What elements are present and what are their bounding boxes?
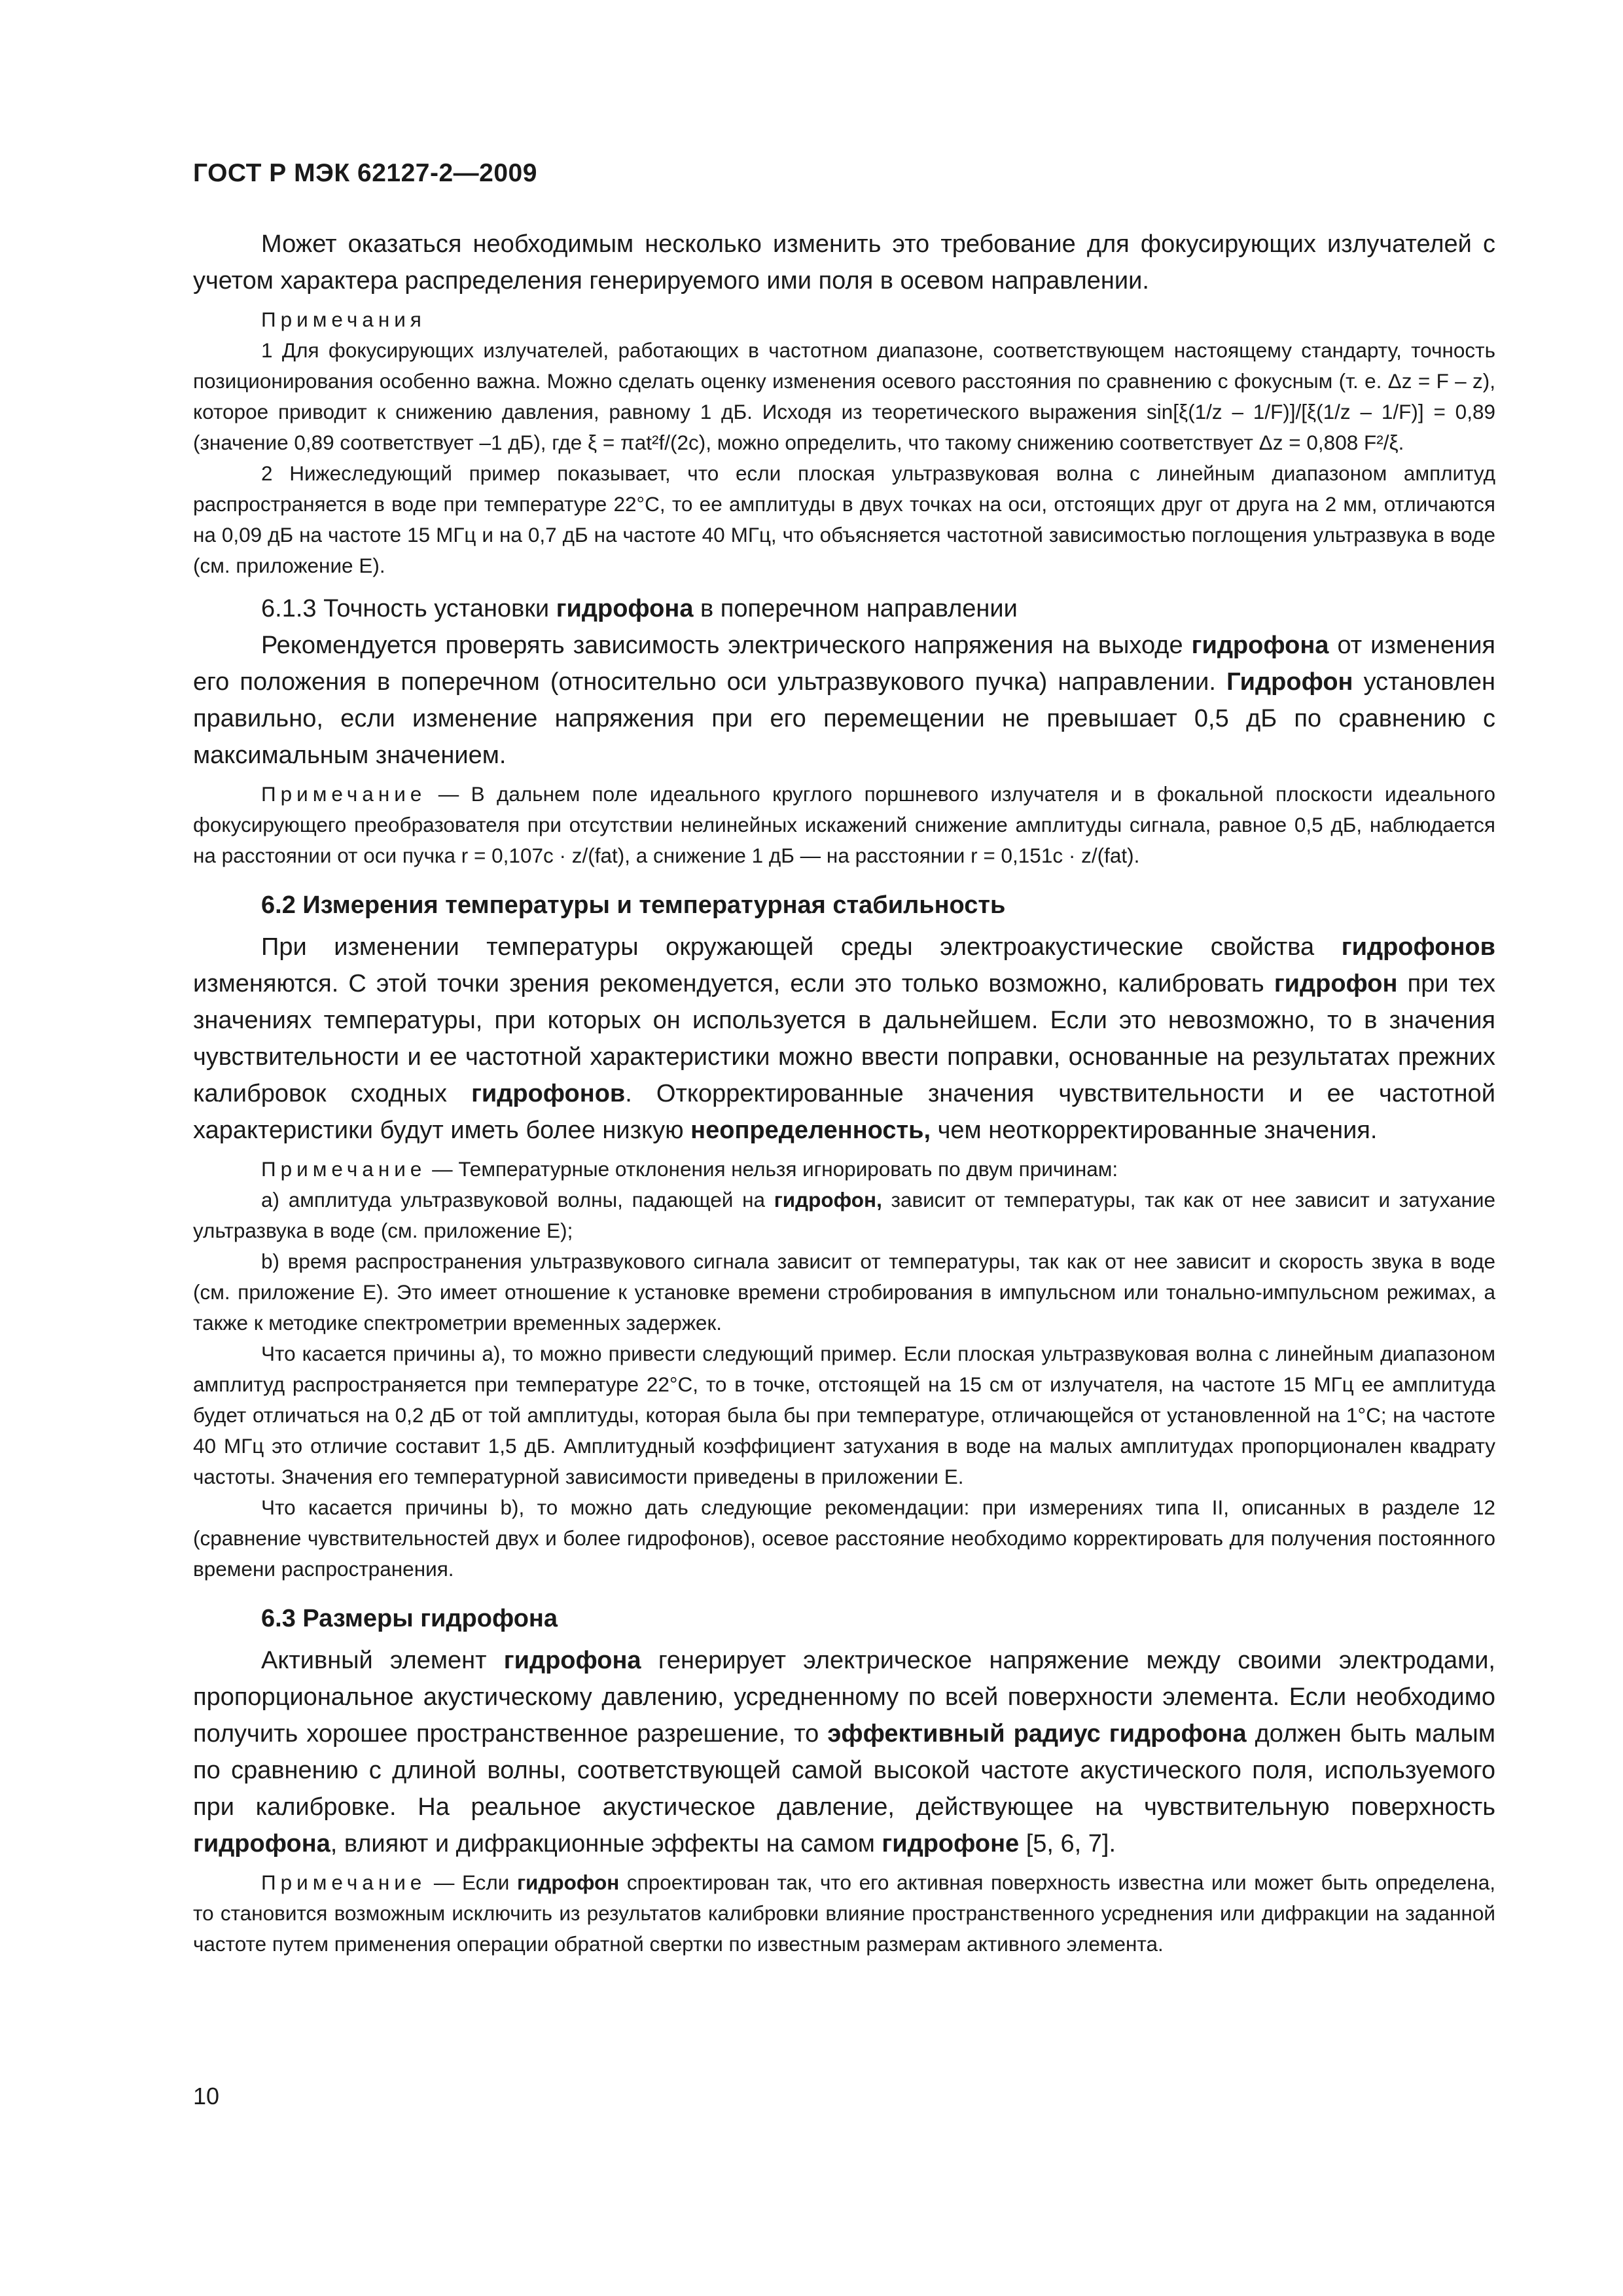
document-header: ГОСТ Р МЭК 62127-2—2009 [193,159,537,187]
section-6-1-3-heading: 6.1.3 Точность установки гидрофона в поперечном направлении [261,595,1018,622]
section-6-2-item-b: b) время распространения ультразвукового сигнала зависит от температуры, так как от нее зависит и скорость звука в воде (см. приложение Е). Это имеет отношение к установке времени стробирования в импульсном или тонально-импульсном режимах, а также к методике спектрометрии временных задержек. [193,1249,1495,1335]
notes-label: Примечания [261,308,426,331]
section-6-1-3-paragraph: Рекомендуется проверять зависимость электрического напряжения на выходе гидрофона от изменения его положения в поперечном (относительно оси ультразвукового пучка) направлении. Гидрофон установлен правильно, если изменение напряжения при его перемещении не превышает 0,5 дБ по сравнению с максимальным значением. [193,632,1495,769]
section-6-1-3-note: Примечание — В дальнем поле идеального круглого поршневого излучателя и в фокальной плоскости идеального фокусирующего преобразователя при отсутствии нелинейных искажений снижение амплитуды сигнала, равное 0,5 дБ, наблюдается на расстоянии от оси пучка r = 0,107c · z/(fat), а снижение 1 дБ — на расстоянии r = 0,151c · z/(fat). [193,782,1495,867]
section-6-2-reason-b: Что касается причины b), то можно дать следующие рекомендации: при измерениях типа II, описанных в разделе 12 (сравнение чувствительностей двух и более гидрофонов), осевое расстояние необходимо корректировать для получения постоянного времени распространения. [193,1496,1495,1581]
section-6-2-item-a: а) амплитуда ультразвуковой волны, падающей на гидрофон, зависит от температуры, так как от нее зависит и затухание ультразвука в воде (см. приложение Е); [193,1188,1495,1242]
document-body [193,226,1495,1960]
note-1: 1 Для фокусирующих излучателей, работающих в частотном диапазоне, соответствующем настоящему стандарту, точность позиционирования особенно важна. Можно сделать оценку изменения осевого расстояния по сравнению с фокусным (т. е. Δz = F – z), которое приводит к снижению давления, равному 1 дБ. Исходя из теоретического выражения sin[ξ(1/z – 1/F)]/[ξ(1/z – 1/F)] = 0,89 (значение 0,89 соответствует –1 дБ), где ξ = πat²f/(2c), можно определить, что такому снижению соответствует Δz = 0,808 F²/ξ. [193,338,1495,454]
section-6-2-paragraph: При изменении температуры окружающей среды электроакустические свойства гидрофонов изменяются. С этой точки зрения рекомендуется, если это только возможно, калибровать гидрофон при тех значениях температуры, при которых он используется в дальнейшем. Если это невозможно, то в значения чувствительности и ее частотной характеристики можно ввести поправки, основанные на результатах прежних калибровок сходных гидрофонов. Откорректированные значения чувствительности и ее частотной характеристики будут иметь более низкую неопределенность, чем неоткорректированные значения. [193,933,1495,1144]
section-6-3-note: Примечание — Если гидрофон спроектирован так, что его активная поверхность известна или может быть определена, то становится возможным исключить из результатов калибровки влияние пространственного усреднения или дифракции на заданной частоте путем применения операции обратной свертки по известным размерам активного элемента. [193,1871,1495,1956]
section-6-2-reason-a: Что касается причины а), то можно привести следующий пример. Если плоская ультразвуковая волна с линейным диапазоном амплитуд распространяется при температуре 22°С, то в точке, отстоящей на 15 см от излучателя, на частоте 15 МГц ее амплитуда будет отличаться на 0,2 дБ от той амплитуды, которая была бы при температуре, отличающейся от установленной на 1°С; на частоте 40 МГц это отличие составит 1,5 дБ. Амплитудный коэффициент затухания в воде на малых амплитудах пропорционален квадрату частоты. Значения его температурной зависимости приведены в приложении Е. [193,1342,1495,1488]
section-6-3-paragraph: Активный элемент гидрофона генерирует электрическое напряжение между своими электродами, пропорциональное акустическому давлению, усредненному по всей поверхности элемента. Если необходимо получить хорошее пространственное разрешение, то эффективный радиус гидрофона должен быть малым по сравнению с длиной волны, соответствующей самой высокой частоте акустического поля, используемого при калибровке. На реальное акустическое давление, действующее на чувствительную поверхность гидрофона, влияют и дифракционные эффекты на самом гидрофоне [5, 6, 7]. [193,1647,1495,1857]
section-6-2-heading: 6.2 Измерения температуры и температурная стабильность [261,891,1006,919]
intro-paragraph: Может оказаться необходимым несколько изменить это требование для фокусирующих излучателей с учетом характера распределения генерируемого ими поля в осевом направлении. [193,230,1495,295]
note-2: 2 Нижеследующий пример показывает, что если плоская ультразвуковая волна с линейным диапазоном амплитуд распространяется в воде при температуре 22°С, то ее амплитуды в двух точках на оси, отстоящих друг от друга на 2 мм, отличаются на 0,09 дБ на частоте 15 МГц и на 0,7 дБ на частоте 40 МГц, что объясняется частотной зависимостью поглощения ультразвука в воде (см. приложение Е). [193,461,1495,577]
section-6-3-heading: 6.3 Размеры гидрофона [261,1605,558,1632]
section-6-2-note: Примечание — Температурные отклонения нельзя игнорировать по двум причинам: [261,1157,1118,1181]
page-number: 10 [193,2083,220,2109]
